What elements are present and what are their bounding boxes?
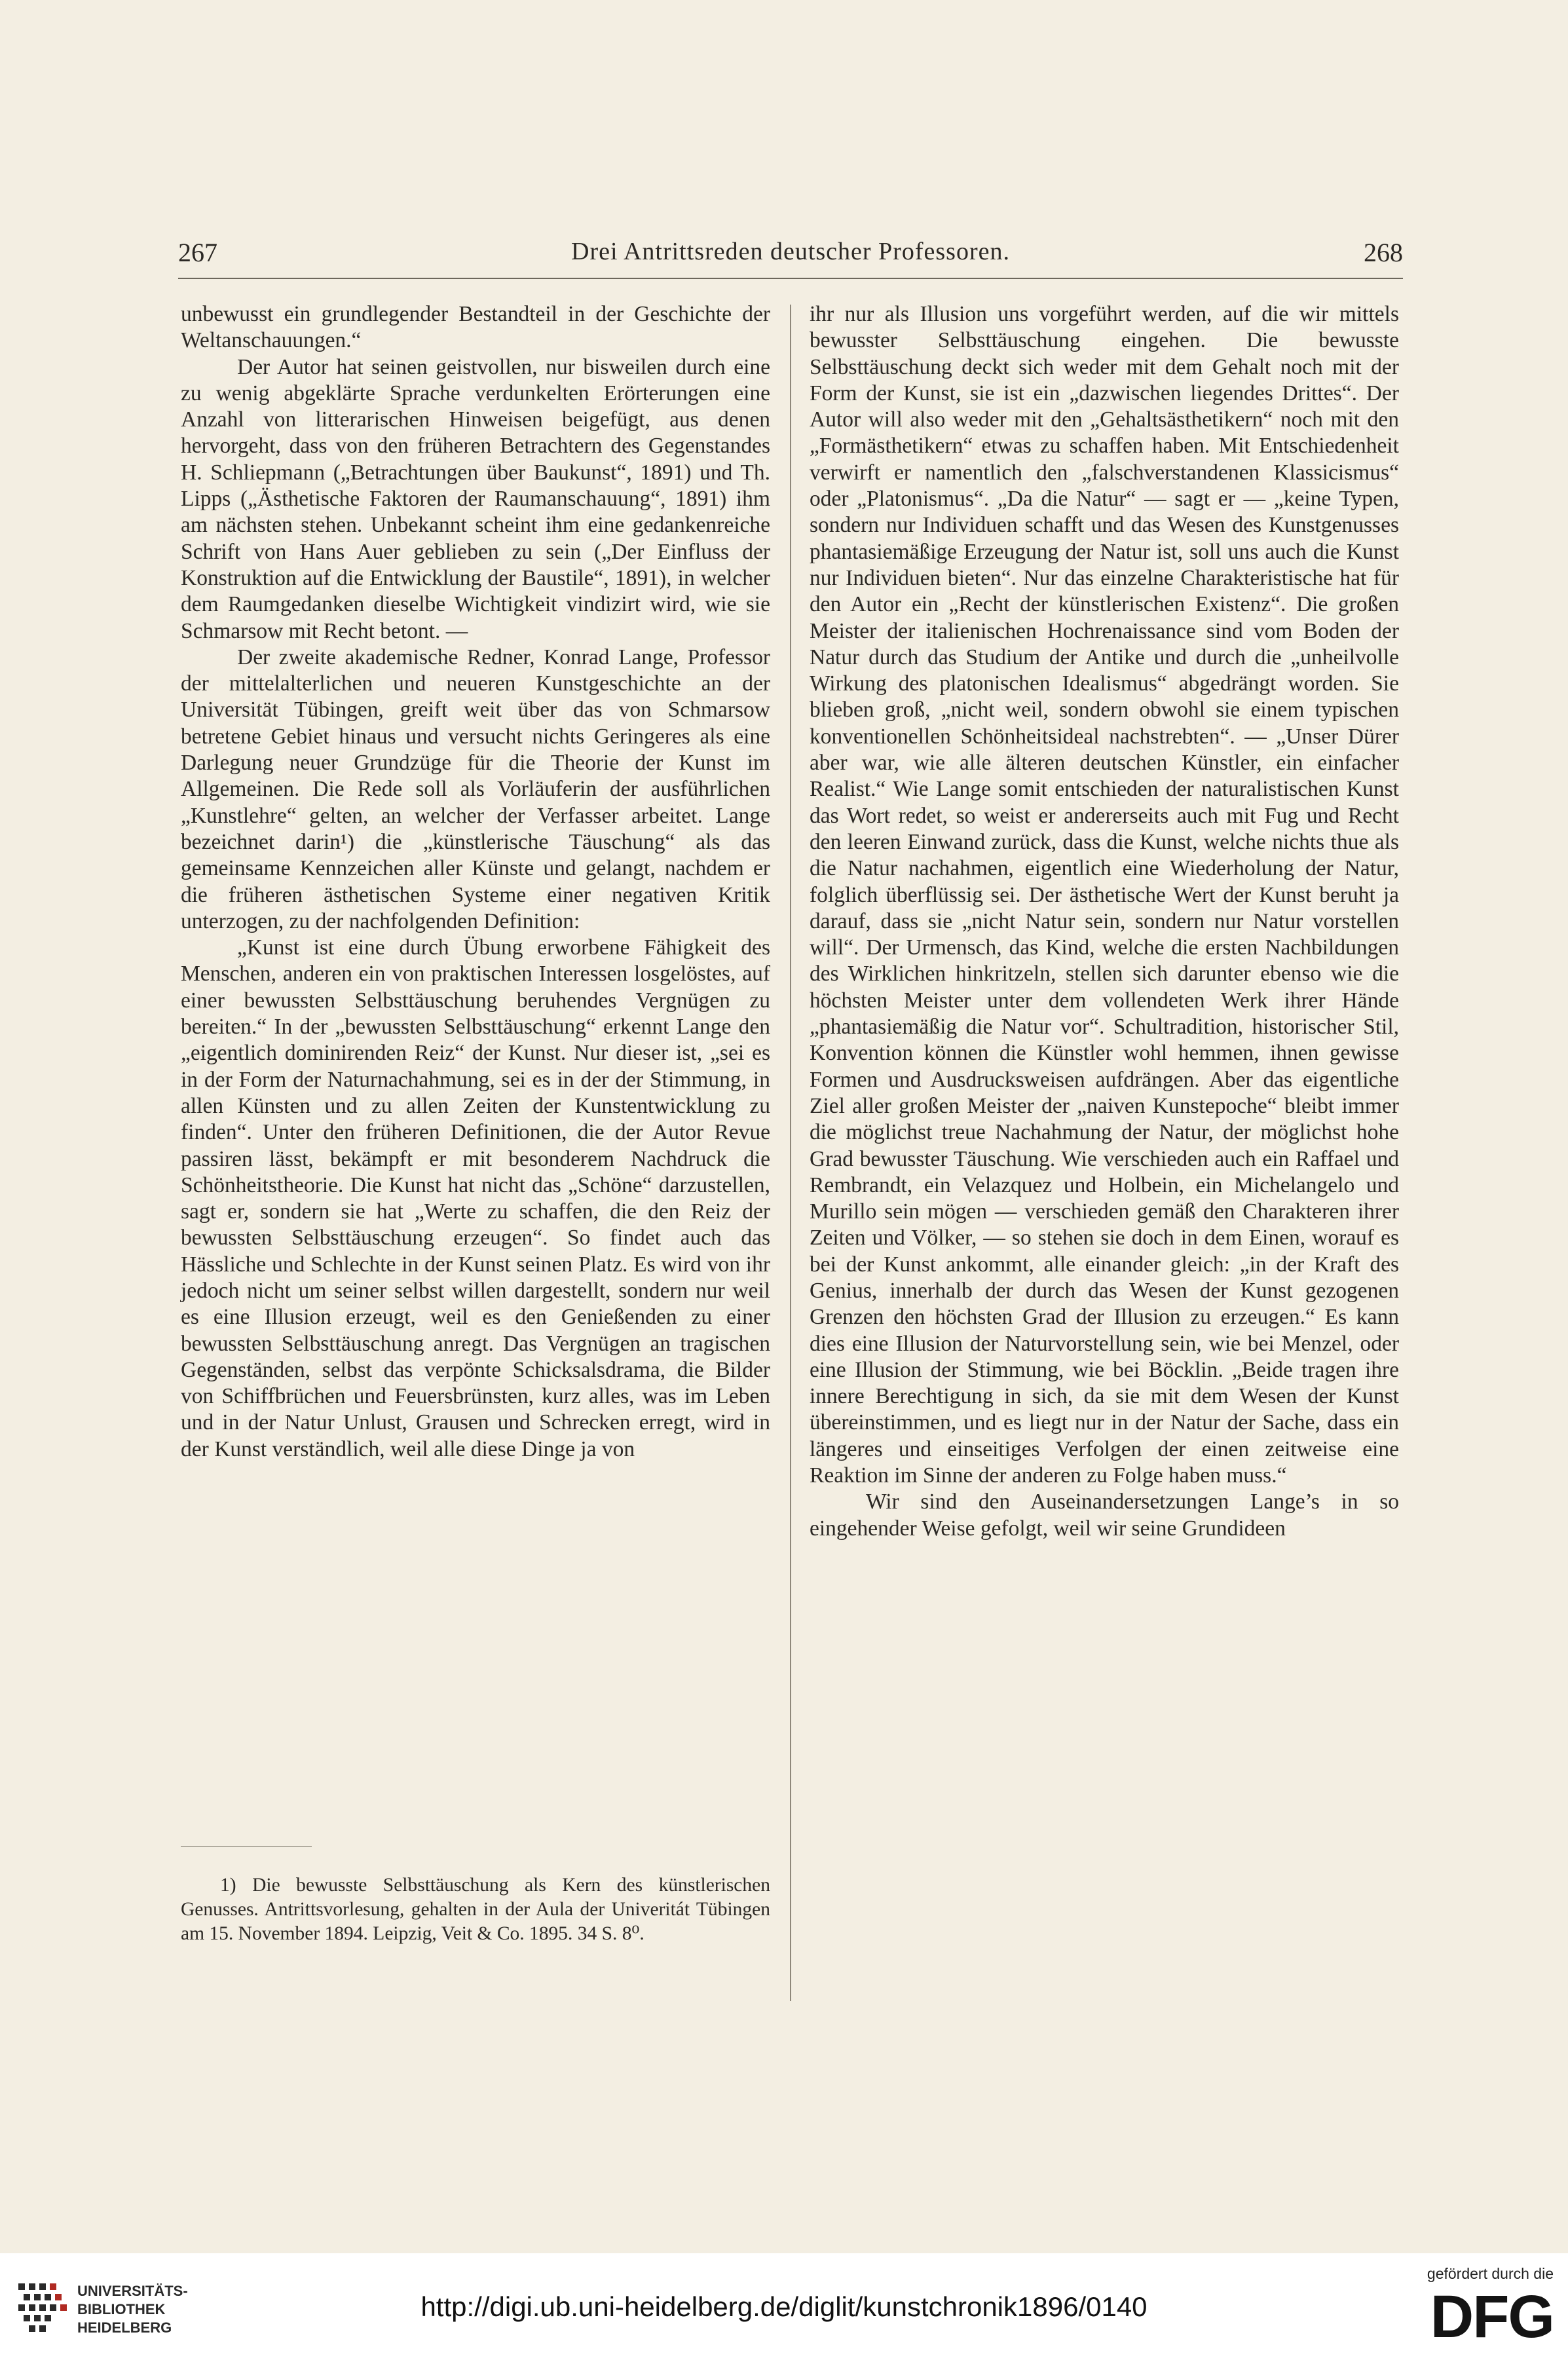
right-column — [810, 301, 1399, 1542]
paragraph: Wir sind den Auseinandersetzungen Lange’s in so eingehender Weise gefolgt, weil wir seine Grundideen — [810, 1490, 1399, 1541]
source-url-link[interactable]: http://digi.ub.uni-heidelberg.de/diglit/kunstchronik1896/0140 — [420, 2291, 1148, 2322]
paragraph: ihr nur als Illusion uns vorgeführt werden, auf die wir mittels bewusster Selbsttäuschung eingehen. Die bewusste Selbsttäuschung deckt sich weder mit dem Gehalt noch mit der Form der Kunst, sie ist ein „dazwischen liegendes Drittes“. Der Autor will also weder mit den „Gehaltsästhetikern“ noch mit den „Formästhetikern“ etwas zu schaffen haben. Mit Entschiedenheit verwirft er namentlich den „falschverstandenen Klassicismus“ oder „Platonismus“. „Da die Natur“ — sagt er — „keine Typen, sondern nur Individuen schafft und das Wesen des Kunstgenusses phantasiemäßige Erzeugung der Natur ist, soll uns auch die Kunst nur Individuen bieten“. Nur das einzelne Charakteristische hat für den Autor ein „Recht der künstlerischen Existenz“. Die großen Meister der italienischen Hochrenaissance sind vom Boden der Natur durch das Studium der Antike und durch die „unheilvolle Wirkung des platonischen Idealismus“ abgedrängt worden. Sie blieben groß, „nicht weil, sondern obwohl sie einem typischen konventionellen Schönheitsideal nachstrebten“. — „Unser Dürer aber war, wie alle älteren deutschen Künstler, ein einfacher Realist.“ Wie Lange somit entschieden der naturalistischen Kunst das Wort redet, so weist er andererseits auch mit Fug und Recht den leeren Einwand zurück, dass die Kunst, welche nichts thue als die Natur nachahmen, eigentlich eine Wiederholung der Natur, folglich überflüssig sei. Der ästhetische Wert der Kunst beruht ja darauf, dass sie „nicht Natur sein, sondern nur Natur vorstellen will“. Der Urmensch, das Kind, welche die ersten Nachbildungen des Wirklichen hinkritzeln, stellen sich darunter ebenso wie die höchsten Meister unter dem vollendeten Werk ihrer Hände „phantasiemäßig die Natur vor“. Schultradition, historischer Stil, Konvention können die Künstler wohl hemmen, ihnen gewisse Formen und Ausdrucksweisen aufdrängen. Aber das eigentliche Ziel aller großen Meister der „naiven Kunstepoche“ bleibt immer die möglichst treue Nachahmung der Natur, der möglichst hohe Grad bewusster Täuschung. Wie verschieden auch ein Raffael und Rembrandt, ein Velazquez und Holbein, ein Michelangelo und Murillo sein mögen — verschieden gemäß den Charakteren ihrer Zeiten und Völker, — so stehen sie doch in dem Einen, worauf es bei der Kunst ankommt, alle einander gleich: „in der Kraft des Genius, innerhalb der durch das Wesen der Kunst gezogenen Grenzen den höchsten Grad der Illusion zu erzeugen.“ Es kann dies eine Illusion der Naturvorstellung sein, wie bei Menzel, oder eine Illusion der Stimmung, wie bei Böcklin. „Beide tragen ihre innere Berechtigung in sich, da sie mit dem Wesen der Kunst übereinstimmen, und es liegt nur in der Natur der Sache, dass ein längeres und einseitiges Verfolgen der einen zeitweise eine Reaktion im Sinne der anderen zu Folge haben muss.“ — [810, 302, 1399, 1488]
column-separator — [790, 305, 791, 2001]
dfg-wordmark: DFG — [1430, 2283, 1554, 2350]
header-rule — [178, 278, 1403, 279]
paragraph: „Kunst ist eine durch Übung erworbene Fähigkeit des Menschen, anderen ein von praktischen Interessen losgelöstes, auf einer bewussten Selbsttäuschung beruhendes Vergnügen zu bereiten.“ In der „bewussten Selbsttäuschung“ erkennt Lange den „eigentlich dominirenden Reiz“ der Kunst. Nur dieser ist, „sei es in der Form der Naturnachahmung, sei es in der der Stimmung, in allen Künsten und zu allen Zeiten der Kunstentwicklung zu finden“. Unter den früheren Definitionen, die der Autor Revue passiren lässt, bekämpft er mit besonderem Nachdruck die Schönheitstheorie. Die Kunst hat nicht das „Schöne“ darzustellen, sagt er, sondern sie hat „Werte zu schaffen, die den Reiz der bewussten Selbsttäuschung erzeugen“. So findet auch das Hässliche und Schlechte in der Kunst seinen Platz. Es wird von ihr jedoch nicht um seiner selbst willen dargestellt, sondern nur weil es eine Illusion erzeugt, weil es den Genießenden zu einer bewussten Selbsttäuschung anregt. Das Vergnügen an tragischen Gegenständen, selbst das verpönte Schicksalsdrama, die Bilder von Schiffbrüchen und Feuersbrünsten, kurz alles, was im Leben und in der Natur Unlust, Grausen und Schrecken erregt, wird in der Kunst verständlich, weil alle diese Dinge ja von — [181, 935, 770, 1461]
footnote: 1) Die bewusste Selbsttäuschung als Kern des künstlerischen Genusses. Antrittsvorlesung, gehalten in der Aula der Univeritát Tübingen am 15. November 1894. Leipzig, Veit & Co. 1895. 34 S. 8⁰. — [181, 1875, 770, 1944]
page-number-right: 268 — [1364, 238, 1403, 267]
funder-caption: gefördert durch die — [1427, 2265, 1554, 2282]
library-name-text: UNIVERSITÄTS- BIBLIOTHEK HEIDELBERG — [77, 2283, 188, 2336]
left-column — [181, 301, 770, 1463]
paragraph: Der zweite akademische Redner, Konrad Lange, Professor der mittelalterlichen und neueren Kunstgeschichte an der Universität Tübingen, greift weit über das von Schmarsow betretene Gebiet hinaus und versucht nichts Geringeres als eine Darlegung neuer Grundzüge für die Theorie der Kunst im Allgemeinen. Die Rede soll als Vorläuferin der ausführlichen „Kunstlehre“ gelten, an welcher der Verfasser arbeitet. Lange bezeichnet darin¹) die „künstlerische Täuschung“ als das gemeinsame Kennzeichen aller Künste und gelangt, nachdem er die früheren ästhetischen Systeme einer negativen Kritik unterzogen, zu der nachfolgenden Definition: — [181, 645, 770, 933]
page-number-left: 267 — [178, 238, 217, 267]
paragraph: Der Autor hat seinen geistvollen, nur bisweilen durch eine zu wenig abgeklärte Sprache verdunkelten Erörterungen eine Anzahl von litterarischen Hinweisen beigefügt, aus denen hervorgeht, dass von den früheren Betrachtern des Gegenstandes H. Schliepmann („Betrachtungen über Baukunst“, 1891) und Th. Lipps („Ästhetische Faktoren der Raumanschauung“, 1891) ihm am nächsten stehen. Unbekannt scheint ihm eine gedankenreiche Schrift von Hans Auer geblieben zu sein („Der Einfluss der Konstruktion auf die Entwicklung der Baustile“, 1891), in welcher dem Raumgedanken dieselbe Wichtigkeit vindizirt wird, wie sie Schmarsow mit Recht betont. — — [181, 354, 770, 643]
running-title: Drei Antrittsreden deutscher Professoren. — [571, 238, 1010, 265]
paragraph: unbewusst ein grundlegender Bestandteil in der Geschichte der Weltanschauungen.“ — [181, 302, 770, 353]
running-header — [178, 237, 1403, 276]
dfg-logo[interactable] — [1396, 2265, 1554, 2357]
digitization-footer — [0, 2253, 1568, 2362]
